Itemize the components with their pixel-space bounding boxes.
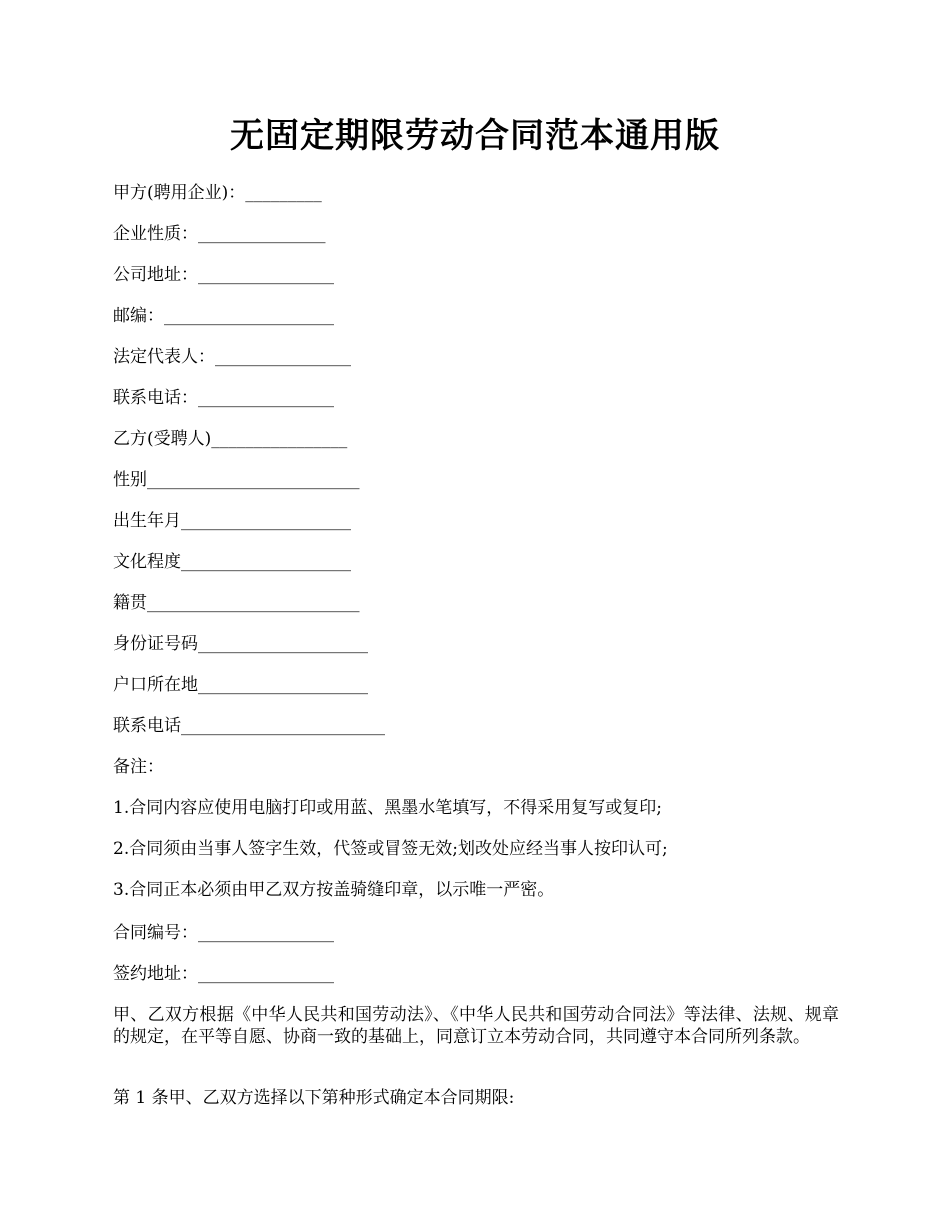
party-b-phone-line: 联系电话________________________: [113, 716, 385, 736]
education-level-line: 文化程度____________________: [113, 552, 351, 572]
party-a-employer-line: 甲方(聘用企业)：_________: [113, 183, 322, 203]
document-title: 无固定期限劳动合同范本通用版: [230, 116, 720, 156]
contract-number-line: 合同编号：________________: [113, 923, 334, 943]
birth-date-line: 出生年月____________________: [113, 511, 351, 531]
gender-line: 性别_________________________: [113, 470, 360, 490]
note-item-3: 3.合同正本必须由甲乙双方按盖骑缝印章，以示唯一严密。: [113, 880, 555, 900]
signing-address-line: 签约地址：________________: [113, 964, 334, 984]
household-registration-line: 户口所在地____________________: [113, 675, 368, 695]
enterprise-nature-line: 企业性质：_______________: [113, 224, 326, 244]
note-item-2: 2.合同须由当事人签字生效，代签或冒签无效;划改处应经当事人按印认可;: [113, 839, 668, 859]
legal-representative-line: 法定代表人：________________: [113, 347, 351, 367]
id-number-line: 身份证号码____________________: [113, 634, 368, 654]
party-a-phone-line: 联系电话：________________: [113, 388, 334, 408]
preamble-paragraph: 甲、乙双方根据《中华人民共和国劳动法》、《中华人民共和国劳动合同法》等法律、法规、规章的规定，在平等自愿、协商一致的基础上，同意订立本劳动合同，共同遵守本合同所列条款。: [113, 1005, 839, 1047]
company-address-line: 公司地址：________________: [113, 265, 334, 285]
party-b-employee-line: 乙方(受聘人)________________: [113, 429, 348, 449]
native-place-line: 籍贯_________________________: [113, 593, 360, 613]
article-1-line: 第 1 条甲、乙双方选择以下第种形式确定本合同期限:: [113, 1088, 515, 1108]
postal-code-line: 邮编：____________________: [113, 306, 334, 326]
note-item-1: 1.合同内容应使用电脑打印或用蓝、黑墨水笔填写，不得采用复写或复印;: [113, 798, 662, 818]
notes-heading: 备注：: [113, 757, 164, 777]
